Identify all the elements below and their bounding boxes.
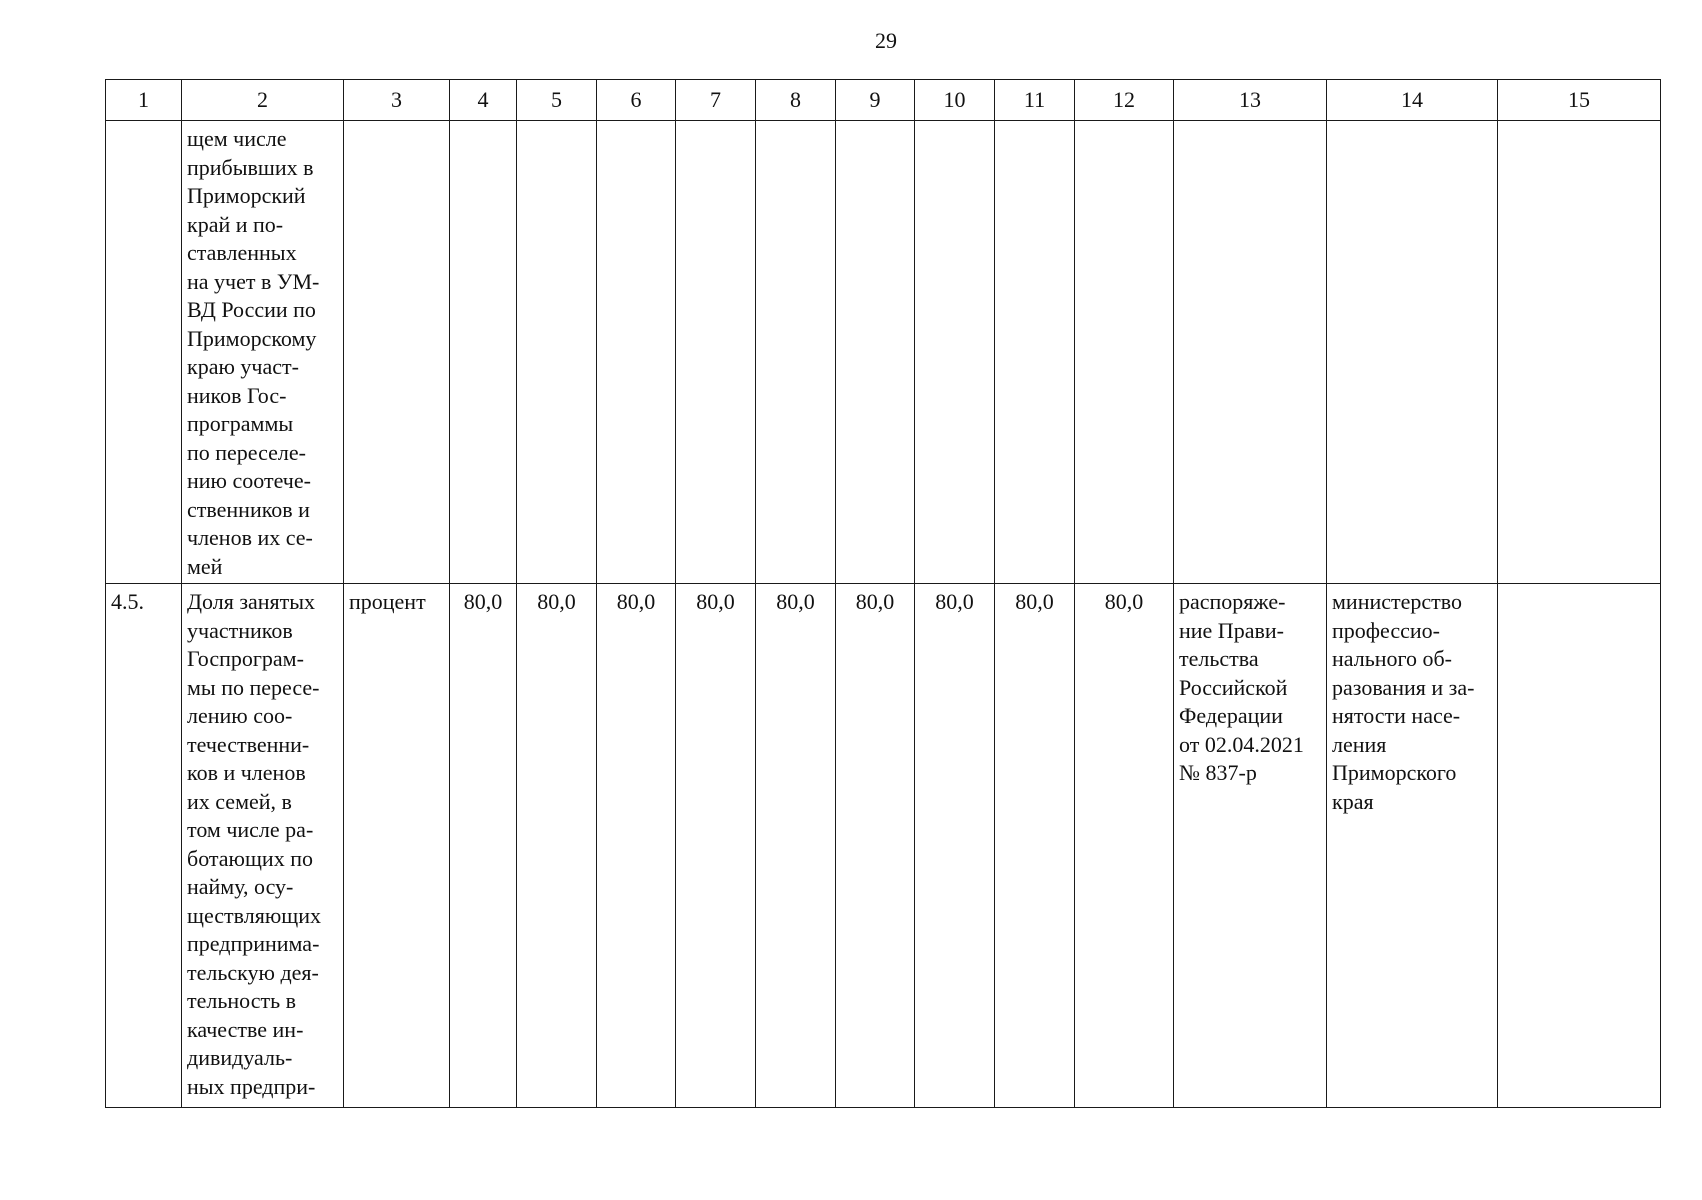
col-header-8: 8: [756, 80, 836, 121]
cell-indicator-name: щем числе прибывших в Приморский край и по- ставленных на учет в УМ- ВД России по Приморскому краю участ- ников Гос- программы по переселе- нию соотече- ственников и членов их се- мей: [182, 121, 344, 584]
cell-value: [450, 121, 517, 584]
table-row: [106, 584, 1661, 1108]
col-header-3: 3: [344, 80, 450, 121]
cell-value: [915, 121, 995, 584]
cell-responsible: министерство профессио- нального об- разования и за- нятости насе- ления Приморского края: [1327, 584, 1498, 1108]
cell-notes: [1498, 121, 1661, 584]
cell-value: [756, 121, 836, 584]
cell-value: 80,0: [517, 584, 597, 1108]
cell-value: [995, 121, 1075, 584]
table-row: [106, 121, 1661, 584]
col-header-9: 9: [836, 80, 915, 121]
cell-value: 80,0: [1075, 584, 1174, 1108]
cell-value: [1075, 121, 1174, 584]
col-header-1: 1: [106, 80, 182, 121]
cell-value: [836, 121, 915, 584]
document-table: [105, 79, 1661, 1108]
cell-responsible: [1327, 121, 1498, 584]
col-header-10: 10: [915, 80, 995, 121]
cell-number: 4.5.: [106, 584, 182, 1108]
col-header-14: 14: [1327, 80, 1498, 121]
cell-value: 80,0: [597, 584, 676, 1108]
cell-value: [517, 121, 597, 584]
cell-value: 80,0: [995, 584, 1075, 1108]
cell-indicator-name: Доля занятых участников Госпрограм- мы по пересе- лению соо- течественни- ков и членов их семей, в том числе ра- ботающих по найму, осу- ществляющих предпринима- тельскую дея- тельность в качестве ин- дивидуаль- ных предпри-: [182, 584, 344, 1108]
cell-value: [676, 121, 756, 584]
col-header-12: 12: [1075, 80, 1174, 121]
col-header-11: 11: [995, 80, 1075, 121]
col-header-6: 6: [597, 80, 676, 121]
cell-value: 80,0: [676, 584, 756, 1108]
cell-value: 80,0: [836, 584, 915, 1108]
cell-unit: [344, 121, 450, 584]
col-header-5: 5: [517, 80, 597, 121]
cell-value: 80,0: [450, 584, 517, 1108]
cell-source-document: [1174, 121, 1327, 584]
cell-notes: [1498, 584, 1661, 1108]
col-header-15: 15: [1498, 80, 1661, 121]
col-header-4: 4: [450, 80, 517, 121]
cell-number: [106, 121, 182, 584]
col-header-2: 2: [182, 80, 344, 121]
cell-value: 80,0: [756, 584, 836, 1108]
cell-source-document: распоряже- ние Прави- тельства Российской Федерации от 02.04.2021 № 837-р: [1174, 584, 1327, 1108]
page-number: 29: [875, 28, 897, 53]
cell-unit: процент: [344, 584, 450, 1108]
cell-value: [597, 121, 676, 584]
header-row: [106, 80, 1661, 121]
col-header-13: 13: [1174, 80, 1327, 121]
cell-value: 80,0: [915, 584, 995, 1108]
col-header-7: 7: [676, 80, 756, 121]
